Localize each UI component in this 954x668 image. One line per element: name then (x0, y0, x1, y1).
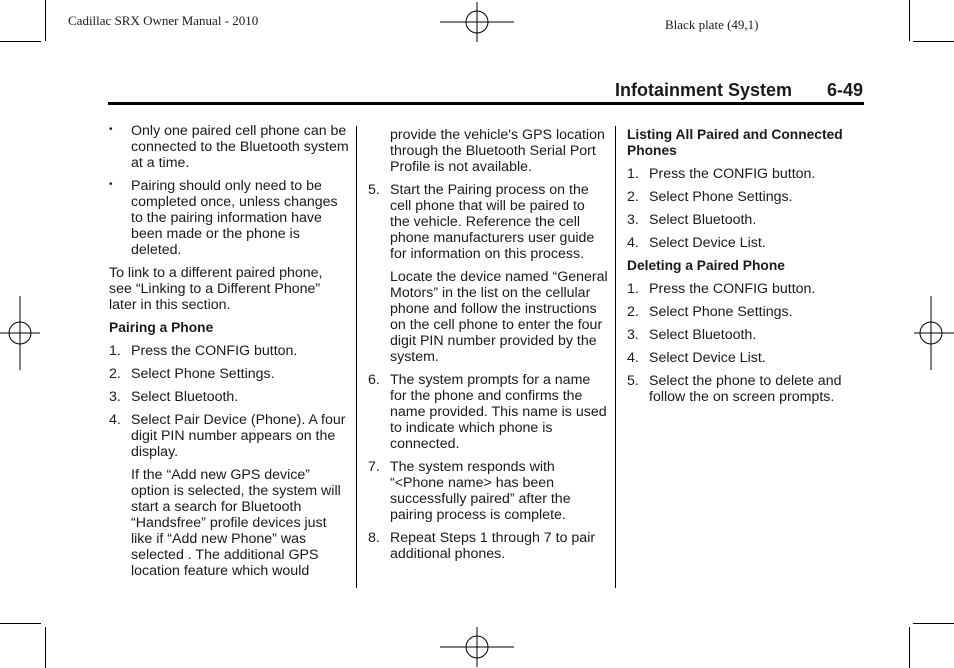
list-item (627, 235, 862, 251)
header-rule (108, 102, 864, 105)
list-item (109, 343, 349, 359)
step-number: 5. (368, 182, 380, 198)
list-item (627, 189, 862, 205)
step-text: Select Bluetooth. (649, 212, 757, 228)
crop-mark (913, 41, 954, 42)
list-item (109, 366, 349, 382)
step-text: Select Bluetooth. (649, 327, 757, 343)
list-item (109, 412, 349, 460)
column-divider (615, 126, 616, 588)
list-item (627, 373, 862, 405)
step-number: 7. (368, 459, 380, 475)
step-text: Select Device List. (649, 235, 766, 251)
bullet-icon: • (109, 179, 113, 190)
step-number: 4. (109, 412, 121, 428)
list-item (627, 350, 862, 366)
step-text: Select Phone Settings. (649, 304, 793, 320)
column-divider (356, 126, 357, 588)
subheading: Listing All Paired and Connected Phones (627, 127, 843, 158)
step-text: Select Pair Device (Phone). A four digit PIN number appears on the display. (131, 412, 346, 460)
plate-label-right: Black plate (49,1) (665, 17, 759, 32)
step-number: 1. (627, 281, 639, 297)
step-text: Select Phone Settings. (131, 366, 275, 382)
list-item (627, 281, 862, 297)
step-text: Start the Pairing process on the cell phone that will be paired to the vehicle. Reference the cell phone manufacturers user guide for information on this process. (390, 182, 595, 262)
step-text: Press the CONFIG button. (131, 343, 298, 359)
list-item (109, 389, 349, 405)
list-item (627, 166, 862, 182)
list-item (368, 459, 608, 523)
step-text: Select the phone to delete and follow the on screen prompts. (649, 373, 842, 405)
list-item (109, 123, 349, 171)
list-item (368, 182, 608, 262)
section-title: Infotainment System (615, 80, 793, 100)
step-text: Select Phone Settings. (649, 189, 793, 205)
step-text: The system prompts for a name for the phone and confirms the name provided. This name is used to indicate which phone is connected. (390, 372, 607, 452)
subheading: Pairing a Phone (109, 320, 214, 335)
page-number: 6-49 (827, 80, 864, 100)
step-number: 1. (627, 166, 639, 182)
step-number: 2. (109, 366, 121, 382)
list-item (627, 304, 862, 320)
crop-mark (45, 627, 46, 668)
step-text: The system responds with “<Phone name> has been successfully paired” after the pairing process is complete. (390, 459, 571, 523)
column-2 (368, 127, 608, 569)
step-number: 5. (627, 373, 639, 389)
crop-mark (909, 627, 910, 668)
registration-mark-icon (440, 2, 514, 42)
step-text: Press the CONFIG button. (649, 166, 816, 182)
step-text: Select Device List. (649, 350, 766, 366)
step-number: 4. (627, 350, 639, 366)
bullet-text: Pairing should only need to be completed once, unless changes to the pairing information have been made or the phone is deleted. (131, 178, 338, 258)
list-item (368, 372, 608, 452)
step-number: 6. (368, 372, 380, 388)
registration-mark-icon (914, 296, 954, 370)
crop-mark (45, 0, 46, 41)
registration-mark-icon (440, 627, 514, 667)
step-number: 3. (109, 389, 121, 405)
plate-label-left: Cadillac SRX Owner Manual - 2010 (68, 13, 259, 28)
list-item (109, 178, 349, 258)
registration-mark-icon (0, 296, 40, 370)
list-item (368, 530, 608, 562)
step-number: 8. (368, 530, 380, 546)
step-number: 2. (627, 189, 639, 205)
crop-mark (0, 623, 41, 624)
list-item (627, 327, 862, 343)
bullet-icon: • (109, 124, 113, 135)
step-text: Press the CONFIG button. (649, 281, 816, 297)
step-note: If the “Add new GPS device” option is selected, the system will start a search for Bluetooth “Handsfree” profile devices just like if “Add new Phone” was selected . The additional GPS location feature which would (131, 467, 341, 579)
step-number: 1. (109, 343, 121, 359)
subheading: Deleting a Paired Phone (627, 258, 785, 273)
crop-mark (0, 41, 41, 42)
step-text: Select Bluetooth. (131, 389, 239, 405)
step-number: 2. (627, 304, 639, 320)
crop-mark (909, 0, 910, 41)
step-number: 3. (627, 327, 639, 343)
column-1 (109, 123, 349, 586)
step-text: Repeat Steps 1 through 7 to pair additional phones. (390, 530, 596, 562)
step-number: 4. (627, 235, 639, 251)
step-number: 3. (627, 212, 639, 228)
step-note: Locate the device named “General Motors” in the list on the cellular phone and follow the instructions on the cell phone to enter the four digit PIN number provided by the system. (390, 269, 608, 365)
column-3 (627, 127, 862, 412)
crop-mark (913, 623, 954, 624)
paragraph: To link to a different paired phone, see “Linking to a Different Phone” later in this section. (109, 265, 323, 313)
list-item (627, 212, 862, 228)
bullet-text: Only one paired cell phone can be connected to the Bluetooth system at a time. (131, 123, 349, 171)
paragraph: provide the vehicle's GPS location through the Bluetooth Serial Port Profile is not available. (390, 127, 605, 175)
